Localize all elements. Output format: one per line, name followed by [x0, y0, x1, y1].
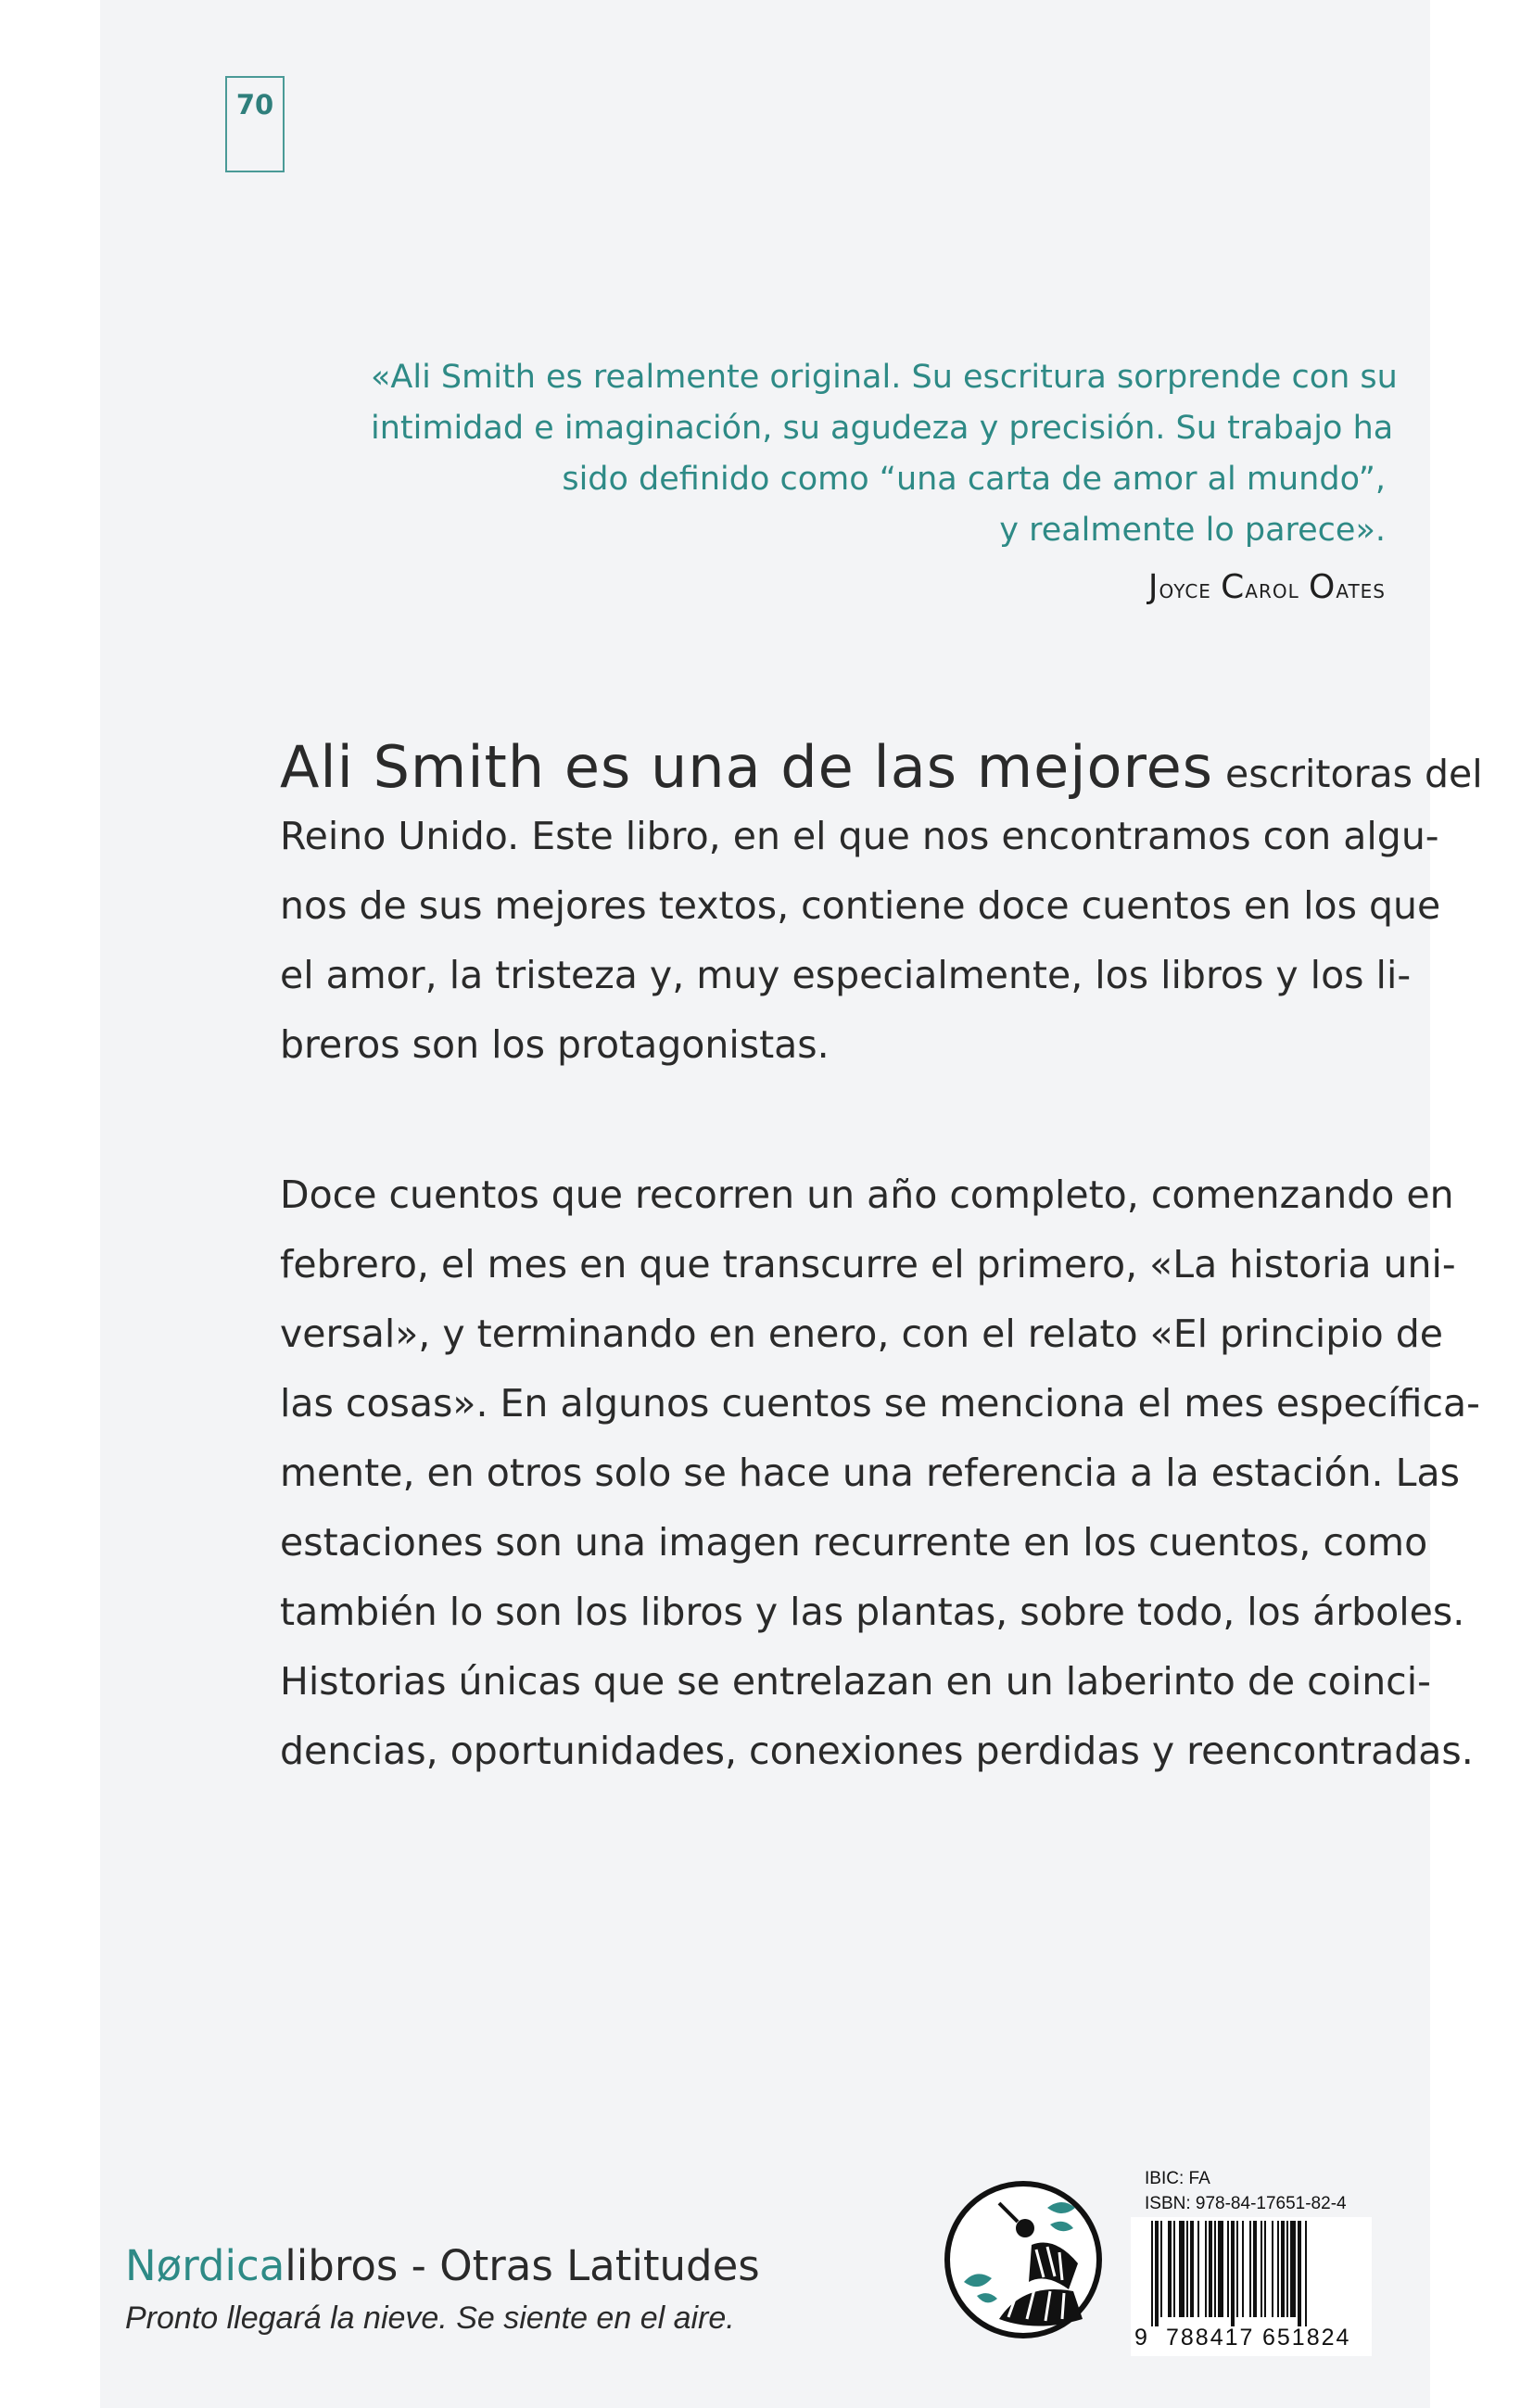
- paragraph-line: Historias únicas que se entrelazan en un laberinto de coinci-: [280, 1659, 1431, 1704]
- quote-author: Joyce Carol Oates: [1147, 568, 1386, 606]
- barcode-bar: [1173, 2221, 1175, 2317]
- barcode-bar: [1190, 2221, 1194, 2317]
- barcode-bar: [1261, 2221, 1262, 2317]
- paragraph-line: breros son los protagonistas.: [280, 1022, 830, 1067]
- quote-line: y realmente lo parece».: [999, 512, 1386, 549]
- barcode-bar: [1290, 2221, 1296, 2317]
- barcode-bar: [1286, 2221, 1288, 2317]
- barcode-digits-left: 788417: [1166, 2325, 1255, 2351]
- publisher-name: [125, 2241, 760, 2290]
- barcode-bar: [1155, 2221, 1159, 2326]
- barcode-bar: [1151, 2221, 1153, 2326]
- paragraph-line: también lo son los libros y las plantas, sobre todo, los árboles.: [280, 1590, 1465, 1634]
- collection-number: 70: [235, 89, 274, 120]
- barcode-bar: [1298, 2221, 1301, 2326]
- paragraph-line: Doce cuentos que recorren un año completo, comenzando en: [280, 1172, 1454, 1217]
- barcode-bars: [1151, 2221, 1359, 2326]
- barcode-bar: [1236, 2221, 1238, 2317]
- barcode-bar: [1277, 2221, 1279, 2317]
- description-paragraph-1: [280, 732, 1483, 1080]
- paragraph-line: dencias, oportunidades, conexiones perdidas y reencontradas.: [280, 1729, 1474, 1773]
- barcode-bar: [1242, 2221, 1244, 2317]
- barcode: [1131, 2217, 1372, 2356]
- barcode-digit-prefix: 9: [1134, 2325, 1147, 2351]
- barcode-bar: [1227, 2221, 1229, 2317]
- paragraph-line: estaciones son una imagen recurrente en los cuentos, como: [280, 1520, 1428, 1565]
- paragraph-line: Ali Smith es una de las mejores escritoras del: [280, 733, 1483, 801]
- paragraph-line: mente, en otros solo se hace una referencia a la estación. Las: [280, 1451, 1460, 1495]
- barcode-bar: [1305, 2221, 1307, 2326]
- barcode-bar: [1179, 2221, 1185, 2317]
- quote-line: «Ali Smith es realmente original. Su escritura sorprende con su: [371, 359, 1398, 396]
- publisher-brand: Nørdica: [125, 2241, 285, 2290]
- barcode-bar: [1197, 2221, 1199, 2317]
- ibic-code: IBIC: FA: [1145, 2169, 1210, 2188]
- publisher-collection: libros - Otras Latitudes: [285, 2241, 760, 2290]
- kite-flyer-circle-logo-icon: [944, 2180, 1103, 2339]
- barcode-bar: [1186, 2221, 1188, 2317]
- barcode-bar: [1209, 2221, 1212, 2317]
- barcode-bar: [1253, 2221, 1257, 2317]
- barcode-digits-right: 651824: [1262, 2325, 1351, 2351]
- publisher-tagline: Pronto llegará la nieve. Se siente en el aire.: [125, 2300, 735, 2336]
- barcode-bar: [1168, 2221, 1172, 2317]
- quote-line: sido definido como “una carta de amor al mundo”,: [562, 461, 1386, 498]
- collection-number-box: [225, 76, 285, 172]
- barcode-bar: [1205, 2221, 1207, 2317]
- quote-line: intimidad e imaginación, su agudeza y precisión. Su trabajo ha: [371, 410, 1394, 447]
- paragraph-line: Reino Unido. Este libro, en el que nos encontramos con algu-: [280, 814, 1439, 858]
- paragraph-line: el amor, la tristeza y, muy especialmente, los libros y los li-: [280, 953, 1412, 997]
- barcode-bar: [1264, 2221, 1266, 2317]
- barcode-bar: [1160, 2221, 1162, 2317]
- paragraph-line: versal», y terminando en enero, con el relato «El principio de: [280, 1312, 1444, 1356]
- barcode-bar: [1272, 2221, 1273, 2317]
- lead-phrase: Ali Smith es una de las mejores: [280, 733, 1214, 801]
- paragraph-line: nos de sus mejores textos, contiene doce cuentos en los que: [280, 883, 1441, 928]
- barcode-bar: [1281, 2221, 1285, 2317]
- barcode-bar: [1231, 2221, 1235, 2326]
- paragraph-line: febrero, el mes en que transcurre el primero, «La historia uni-: [280, 1242, 1456, 1286]
- barcode-bar: [1249, 2221, 1251, 2317]
- barcode-bar: [1218, 2221, 1223, 2317]
- paragraph-line: las cosas». En algunos cuentos se menciona el mes específica-: [280, 1381, 1480, 1426]
- isbn-code: ISBN: 978-84-17651-82-4: [1145, 2194, 1347, 2213]
- description-paragraph-2: [280, 1160, 1480, 1786]
- barcode-bar: [1214, 2221, 1216, 2317]
- blurb-quote: [371, 352, 1398, 556]
